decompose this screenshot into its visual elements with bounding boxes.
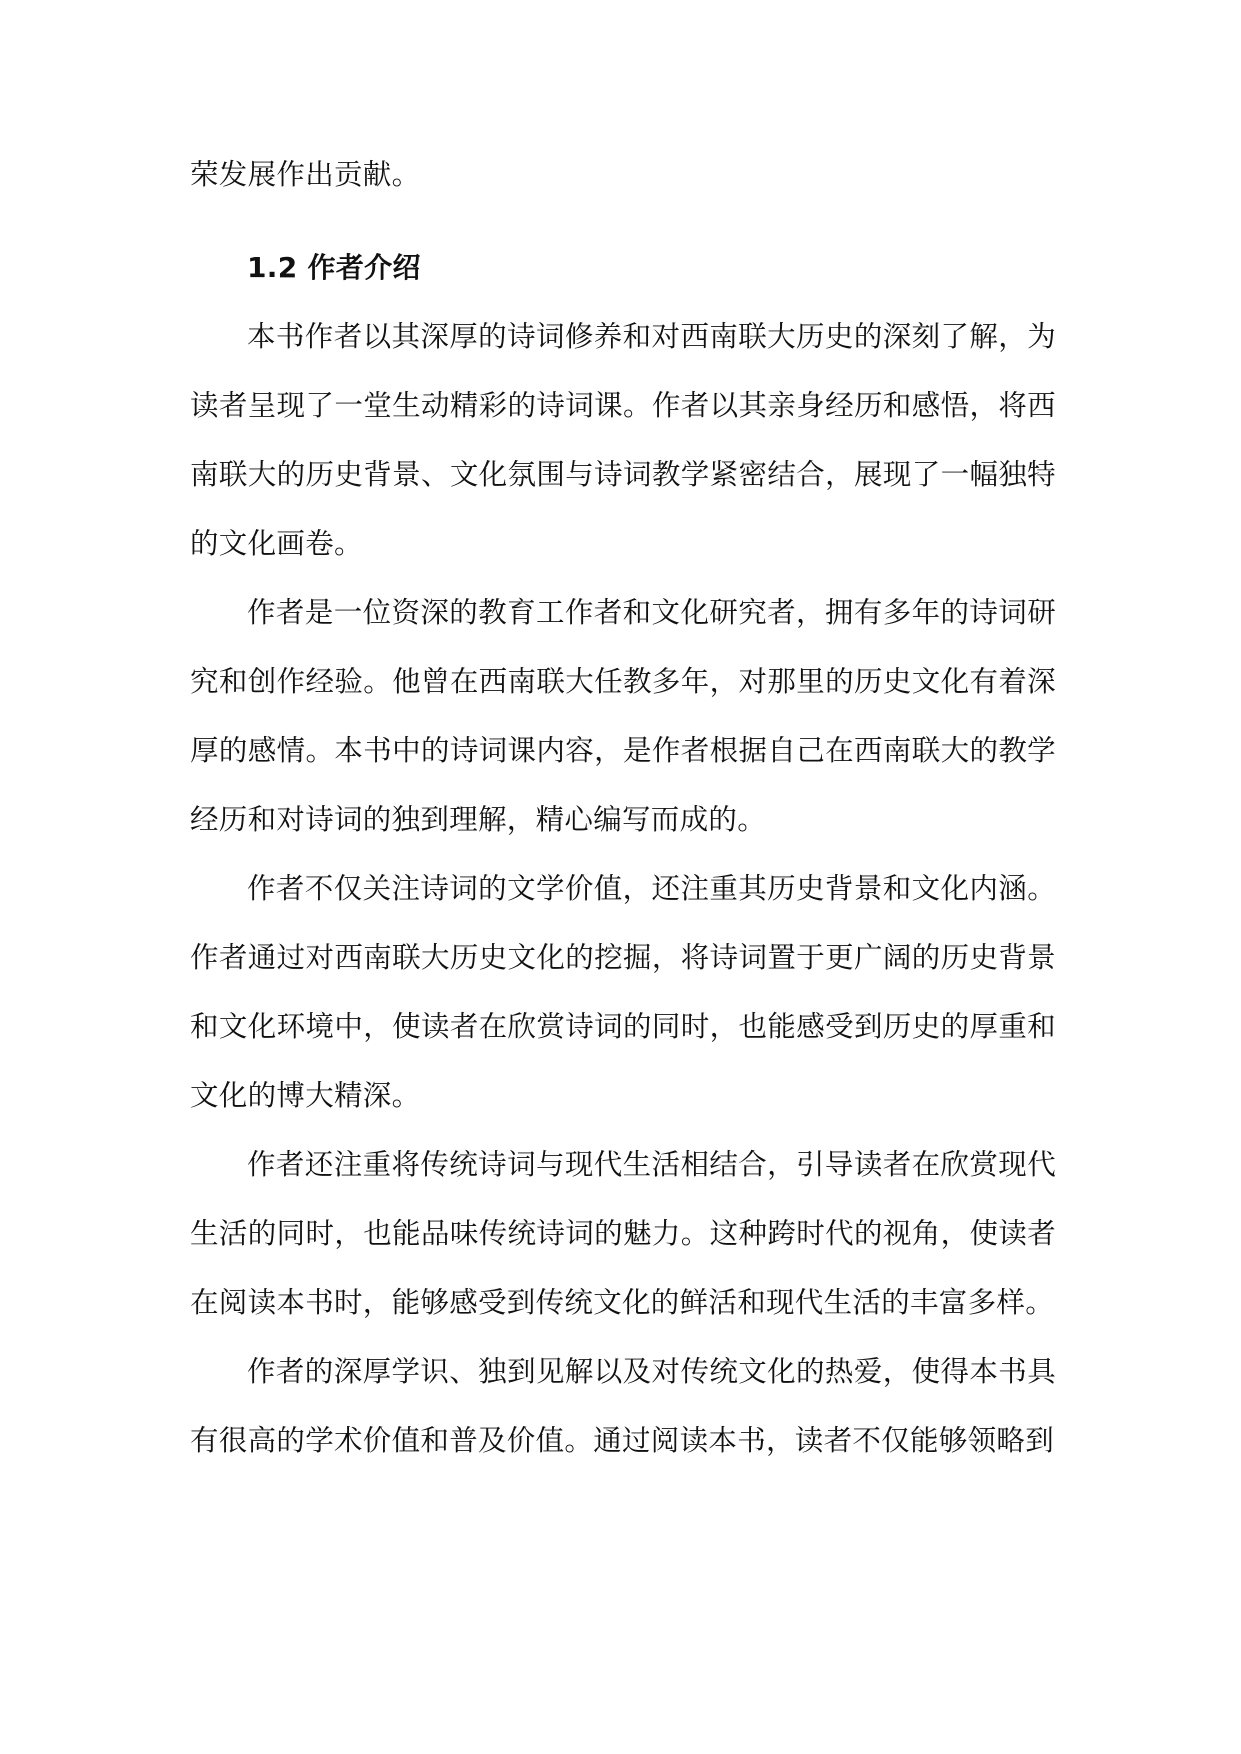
paragraph-modern-life: 作者还注重将传统诗词与现代生活相结合，引导读者在欣赏现代生活的同时，也能品味传统诗词的魅力。这种跨时代的视角，使读者在阅读本书时，能够感受到传统文化的鲜活和现代生活的丰富多样。 (190, 1148, 1056, 1319)
section-heading: 1.2 作者介绍 (247, 251, 421, 284)
document-body (190, 140, 1056, 1475)
paragraph-literary-value: 作者不仅关注诗词的文学价值，还注重其历史背景和文化内涵。作者通过对西南联大历史文化的挖掘，将诗词置于更广阔的历史背景和文化环境中，使读者在欣赏诗词的同时，也能感受到历史的厚重和文化的博大精深。 (190, 872, 1056, 1112)
paragraph-author-background: 作者是一位资深的教育工作者和文化研究者，拥有多年的诗词研究和创作经验。他曾在西南联大任教多年，对那里的历史文化有着深厚的感情。本书中的诗词课内容，是作者根据自己在西南联大的教学经历和对诗词的独到理解，精心编写而成的。 (190, 596, 1056, 836)
paragraph-author-intro: 本书作者以其深厚的诗词修养和对西南联大历史的深刻了解，为读者呈现了一堂生动精彩的诗词课。作者以其亲身经历和感悟，将西南联大的历史背景、文化氛围与诗词教学紧密结合，展现了一幅独特的文化画卷。 (190, 320, 1056, 560)
lead-continuation-text: 荣发展作出贡献。 (190, 158, 421, 191)
paragraph-academic-value: 作者的深厚学识、独到见解以及对传统文化的热爱，使得本书具有很高的学术价值和普及价值。通过阅读本书，读者不仅能够领略到 (190, 1355, 1056, 1457)
